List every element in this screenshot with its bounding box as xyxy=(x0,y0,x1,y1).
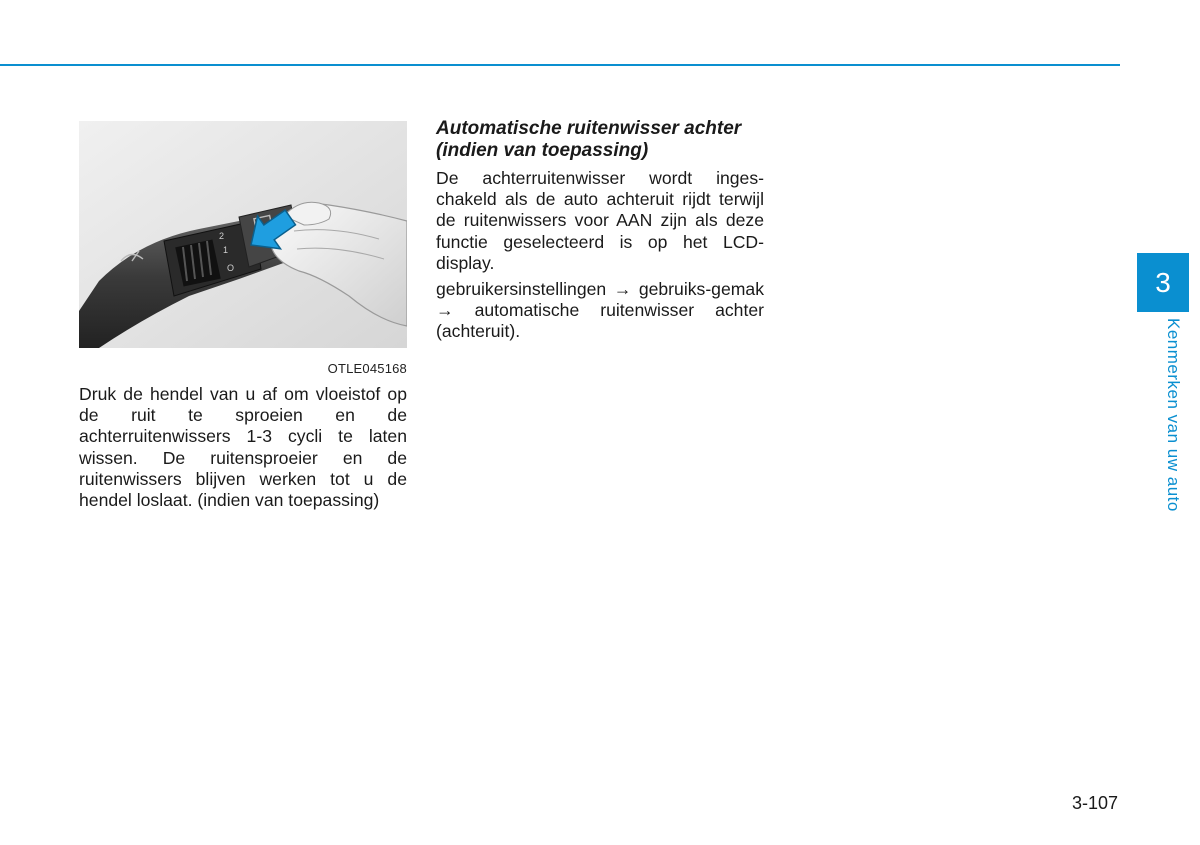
chapter-title: Kenmerken van uw auto xyxy=(1164,318,1183,512)
body-paragraph: Druk de hendel van u af om vloeistof op de ruit te sproeien en de achterruitenwissers 1-3 cycli te laten wissen. De ruitensproeier en de ruitenwissers blijven werken tot u de hendel loslaat. (indien van toepassing) xyxy=(79,384,407,511)
lever-marking: 2 xyxy=(219,231,225,241)
wiper-lever-illustration xyxy=(79,121,407,348)
left-column xyxy=(79,384,407,511)
page-number: 3-107 xyxy=(1071,793,1118,813)
lever-rotary-switch xyxy=(175,239,220,286)
header-rule xyxy=(0,64,1120,66)
lever-marking: O xyxy=(227,263,235,273)
settings-path: gebruikersinstellingen → gebruiks-gemak → automatische ruitenwisser achter (achteruit). xyxy=(436,279,764,342)
lever-marking: 1 xyxy=(223,245,229,255)
body-paragraph: De achterruitenwisser wordt inges-chakeld als de auto achteruit rijdt terwijl de ruitenwissers voor AAN zijn als deze functie geselecteerd is op het LCD-display. xyxy=(436,168,764,273)
section-heading: Automatische ruitenwisser achter (indien van toepassing) xyxy=(436,118,742,161)
figure-code: OTLE045168 xyxy=(327,361,407,376)
chapter-number-tab: 3 xyxy=(1137,253,1189,312)
right-column xyxy=(436,118,764,348)
